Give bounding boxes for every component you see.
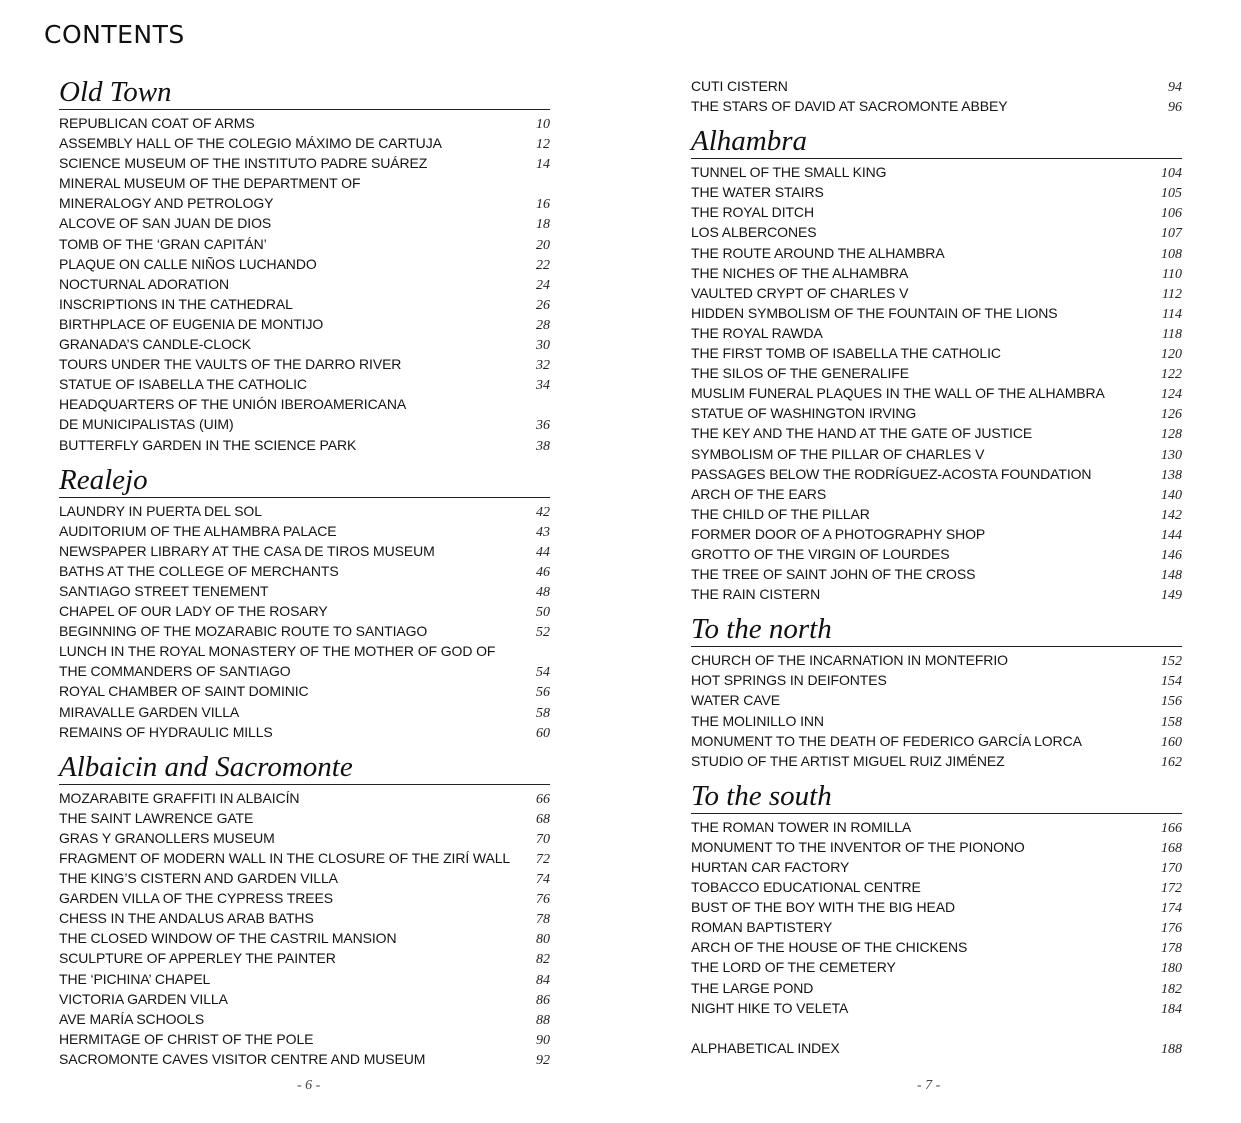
- entry-title: THE ROYAL DITCH: [691, 204, 814, 221]
- entry-title: TUNNEL OF THE SMALL KING: [691, 164, 887, 181]
- entry-title: GRANADA’S CANDLE-CLOCK: [59, 336, 252, 353]
- entry-page-number: 50: [536, 605, 550, 621]
- entry-title: THE TREE OF SAINT JOHN OF THE CROSS: [691, 566, 976, 583]
- entry-page-number: 172: [1161, 881, 1182, 897]
- entry-page-number: 42: [536, 504, 550, 520]
- entry-page-number: 92: [536, 1052, 550, 1068]
- entry-page-number: 84: [536, 972, 550, 988]
- toc-entry[interactable]: [59, 722, 550, 742]
- section-heading: Old Town: [59, 76, 550, 110]
- entry-title: DE MUNICIPALISTAS (UIM): [59, 416, 234, 433]
- right-page: [691, 76, 1182, 1058]
- entry-page-number: 46: [536, 564, 550, 580]
- entry-title: THE LORD OF THE CEMETERY: [691, 959, 896, 976]
- toc-entry[interactable]: [691, 283, 1182, 303]
- entry-page-number: 105: [1161, 186, 1182, 202]
- entry-page-number: 52: [536, 625, 550, 641]
- entry-page-number: 124: [1161, 387, 1182, 403]
- entry-title: CUTI CISTERN: [691, 78, 788, 94]
- entry-page-number: 140: [1161, 487, 1182, 503]
- toc-entry[interactable]: [59, 868, 550, 888]
- entry-title: TOMB OF THE ‘GRAN CAPITÁN’: [59, 235, 267, 252]
- entry-title: THE ‘PICHINA’ CHAPEL: [59, 970, 211, 987]
- section-spacer: [691, 771, 1182, 780]
- toc-entry[interactable]: [59, 294, 550, 314]
- entry-title: REMAINS OF HYDRAULIC MILLS: [59, 723, 273, 740]
- entry-title: SCULPTURE OF APPERLEY THE PAINTER: [59, 950, 336, 967]
- entry-page-number: 72: [536, 852, 550, 867]
- entry-title: AVE MARÍA SCHOOLS: [59, 1010, 205, 1027]
- entry-page-number: 156: [1161, 694, 1182, 710]
- entry-page-number: 144: [1161, 527, 1182, 543]
- entry-title: THE FIRST TOMB OF ISABELLA THE CATHOLIC: [691, 345, 1001, 362]
- entry-title: GRAS Y GRANOLLERS MUSEUM: [59, 829, 275, 846]
- toc-entry[interactable]: [59, 435, 550, 455]
- entry-title: CHESS IN THE ANDALUS ARAB BATHS: [59, 910, 314, 927]
- entry-title: SACROMONTE CAVES VISITOR CENTRE AND MUSEUM: [59, 1050, 426, 1067]
- toc-entry[interactable]: [691, 504, 1182, 524]
- entry-title: ALPHABETICAL INDEX: [691, 1039, 840, 1056]
- entry-page-number: 162: [1161, 754, 1182, 770]
- entry-title: STUDIO OF THE ARTIST MIGUEL RUIZ JIMÉNEZ: [691, 752, 1005, 769]
- entry-title: NOCTURNAL ADORATION: [59, 275, 230, 292]
- toc-entry[interactable]: [59, 334, 550, 354]
- entry-title: ARCH OF THE EARS: [691, 485, 827, 502]
- toc-entry[interactable]: [59, 1049, 550, 1069]
- entry-page-number: 28: [536, 317, 550, 333]
- entry-page-number: 60: [536, 725, 550, 741]
- toc-entry[interactable]: [59, 374, 550, 394]
- toc-entry[interactable]: [59, 601, 550, 621]
- entry-page-number: 80: [536, 932, 550, 948]
- entry-page-number: 176: [1161, 921, 1182, 937]
- entry-title: NEWSPAPER LIBRARY AT THE CASA DE TIROS MUSEUM: [59, 542, 435, 559]
- toc-entry[interactable]: [691, 998, 1182, 1018]
- entry-title: MONUMENT TO THE INVENTOR OF THE PIONONO: [691, 838, 1025, 855]
- entry-page-number: 106: [1161, 206, 1182, 222]
- toc-entry[interactable]: [59, 989, 550, 1009]
- toc-entry[interactable]: [691, 544, 1182, 564]
- entry-title: GROTTO OF THE VIRGIN OF LOURDES: [691, 545, 950, 562]
- section-spacer: [691, 116, 1182, 125]
- toc-entry[interactable]: [691, 403, 1182, 423]
- entry-title: HURTAN CAR FACTORY: [691, 859, 850, 875]
- toc-entry[interactable]: [691, 383, 1182, 403]
- entry-page-number: 78: [536, 912, 550, 928]
- entry-title: THE SILOS OF THE GENERALIFE: [691, 365, 909, 382]
- left-page: [59, 76, 550, 1069]
- entry-page-number: 154: [1161, 674, 1182, 690]
- entry-title: WATER CAVE: [691, 692, 780, 709]
- toc-entry[interactable]: [59, 788, 550, 808]
- toc-entry[interactable]: [59, 888, 550, 908]
- toc-entry[interactable]: [59, 414, 550, 434]
- entry-title: THE COMMANDERS OF SANTIAGO: [59, 663, 291, 680]
- entry-title: REPUBLICAN COAT OF ARMS: [59, 115, 255, 131]
- toc-entry[interactable]: [691, 897, 1182, 917]
- entry-title: BATHS AT THE COLLEGE OF MERCHANTS: [59, 562, 339, 579]
- toc-entry[interactable]: [691, 464, 1182, 484]
- entry-page-number: 88: [536, 1012, 550, 1028]
- entry-title: VICTORIA GARDEN VILLA: [59, 990, 228, 1007]
- toc-entry[interactable]: [691, 670, 1182, 690]
- entry-page-number: 58: [536, 705, 550, 721]
- toc-entry[interactable]: [691, 343, 1182, 363]
- entry-page-number: 70: [536, 831, 550, 847]
- entry-page-number: 182: [1161, 981, 1182, 997]
- entry-page-number: 14: [536, 157, 550, 173]
- entry-title: THE NICHES OF THE ALHAMBRA: [691, 264, 909, 281]
- entry-page-number: 142: [1161, 507, 1182, 523]
- entry-title: STATUE OF ISABELLA THE CATHOLIC: [59, 376, 307, 393]
- toc-entry[interactable]: [691, 243, 1182, 263]
- entry-title: HOT SPRINGS IN DEIFONTES: [691, 672, 887, 689]
- toc-entry[interactable]: [691, 363, 1182, 383]
- entry-title: TOURS UNDER THE VAULTS OF THE DARRO RIVER: [59, 356, 402, 373]
- entry-title: LAUNDRY IN PUERTA DEL SOL: [59, 502, 262, 519]
- entry-title: SCIENCE MUSEUM OF THE INSTITUTO PADRE SUÁREZ: [59, 155, 428, 172]
- entry-page-number: 178: [1161, 941, 1182, 957]
- toc-entry[interactable]: [691, 957, 1182, 977]
- entry-page-number: 188: [1161, 1041, 1182, 1057]
- toc-entry[interactable]: [691, 202, 1182, 222]
- entry-page-number: 94: [1168, 80, 1182, 95]
- entry-page-number: 149: [1161, 588, 1182, 604]
- section-heading: To the south: [691, 780, 1182, 814]
- entry-title: ASSEMBLY HALL OF THE COLEGIO MÁXIMO DE CARTUJA: [59, 135, 442, 152]
- toc-entry[interactable]: [691, 877, 1182, 897]
- page-number-left: - 6 -: [297, 1078, 321, 1093]
- toc-entry[interactable]: [691, 690, 1182, 710]
- toc-entry[interactable]: [691, 731, 1182, 751]
- entry-page-number: 128: [1161, 427, 1182, 443]
- entry-title: NIGHT HIKE TO VELETA: [691, 999, 849, 1016]
- toc-entry[interactable]: [691, 650, 1182, 670]
- entry-page-number: 34: [536, 378, 550, 394]
- toc-entry[interactable]: [691, 96, 1182, 116]
- toc-entry[interactable]: [59, 641, 550, 661]
- entry-title: MUSLIM FUNERAL PLAQUES IN THE WALL OF THE ALHAMBRA: [691, 385, 1105, 402]
- entry-title: HEADQUARTERS OF THE UNIÓN IBEROAMERICANA: [59, 396, 407, 413]
- entry-page-number: 10: [536, 117, 550, 132]
- entry-page-number: 66: [536, 791, 550, 807]
- toc-entry[interactable]: [59, 621, 550, 641]
- entry-title: AUDITORIUM OF THE ALHAMBRA PALACE: [59, 522, 337, 539]
- entry-page-number: 90: [536, 1032, 550, 1048]
- toc-entry[interactable]: [59, 681, 550, 701]
- entry-page-number: 126: [1161, 407, 1182, 423]
- toc-entry[interactable]: [59, 828, 550, 848]
- entry-title: MINERAL MUSEUM OF THE DEPARTMENT OF: [59, 175, 361, 192]
- entry-title: CHAPEL OF OUR LADY OF THE ROSARY: [59, 603, 328, 620]
- toc-entry[interactable]: [59, 234, 550, 254]
- toc-entry[interactable]: [691, 837, 1182, 857]
- toc-entry[interactable]: [691, 937, 1182, 957]
- entry-page-number: 104: [1161, 166, 1182, 182]
- toc-entry[interactable]: [691, 978, 1182, 998]
- entry-page-number: 82: [536, 952, 550, 968]
- toc-entry[interactable]: [691, 524, 1182, 544]
- entry-title: THE MOLINILLO INN: [691, 712, 824, 729]
- toc-entry[interactable]: [59, 948, 550, 968]
- entry-page-number: 18: [536, 217, 550, 233]
- entry-page-number: 96: [1168, 100, 1182, 116]
- entry-page-number: 114: [1162, 306, 1182, 322]
- entry-page-number: 22: [536, 257, 550, 273]
- entry-title: BIRTHPLACE OF EUGENIA DE MONTIJO: [59, 315, 324, 332]
- section-spacer: [59, 742, 550, 751]
- toc-entry[interactable]: [691, 857, 1182, 877]
- toc-entry[interactable]: [691, 751, 1182, 771]
- toc-entry[interactable]: [691, 711, 1182, 731]
- toc-entry[interactable]: [691, 323, 1182, 343]
- entry-title: SANTIAGO STREET TENEMENT: [59, 582, 269, 599]
- section-heading: Albaicin and Sacromonte: [59, 751, 550, 785]
- entry-title: THE KING’S CISTERN AND GARDEN VILLA: [59, 870, 338, 887]
- entry-title: MONUMENT TO THE DEATH OF FEDERICO GARCÍA LORCA: [691, 732, 1082, 749]
- entry-page-number: 12: [536, 137, 550, 153]
- toc-entry[interactable]: [691, 263, 1182, 283]
- entry-title: BEGINNING OF THE MOZARABIC ROUTE TO SANTIAGO: [59, 623, 428, 640]
- toc-entry[interactable]: [59, 193, 550, 213]
- toc-entry[interactable]: [59, 314, 550, 334]
- toc-entry[interactable]: [59, 173, 550, 193]
- entry-page-number: 122: [1161, 367, 1182, 383]
- entry-page-number: 160: [1161, 734, 1182, 750]
- toc-entry[interactable]: [691, 303, 1182, 323]
- entry-page-number: 44: [536, 544, 550, 560]
- toc-entry[interactable]: [691, 564, 1182, 584]
- entry-title: BUTTERFLY GARDEN IN THE SCIENCE PARK: [59, 436, 357, 453]
- entry-page-number: 158: [1161, 714, 1182, 730]
- entry-title: THE STARS OF DAVID AT SACROMONTE ABBEY: [691, 98, 1008, 115]
- toc-entry[interactable]: [59, 213, 550, 233]
- entry-title: THE ROYAL RAWDA: [691, 324, 823, 341]
- entry-page-number: 54: [536, 665, 550, 681]
- toc-entry[interactable]: [691, 222, 1182, 242]
- entry-title: STATUE OF WASHINGTON IRVING: [691, 405, 917, 422]
- toc-entry[interactable]: [59, 254, 550, 274]
- entry-page-number: 152: [1161, 654, 1182, 670]
- toc-entry[interactable]: [59, 394, 550, 414]
- entry-page-number: 20: [536, 237, 550, 253]
- toc-entry[interactable]: [59, 661, 550, 681]
- section-spacer: [691, 604, 1182, 613]
- entry-title: MIRAVALLE GARDEN VILLA: [59, 703, 240, 720]
- toc-entry[interactable]: [59, 501, 550, 521]
- section-spacer: [59, 455, 550, 464]
- toc-entry[interactable]: [59, 808, 550, 828]
- toc-entry[interactable]: [59, 541, 550, 561]
- entry-title: LUNCH IN THE ROYAL MONASTERY OF THE MOTHER OF GOD OF: [59, 643, 496, 660]
- entry-page-number: 32: [536, 358, 550, 374]
- entry-title: HERMITAGE OF CHRIST OF THE POLE: [59, 1030, 314, 1047]
- toc-entry[interactable]: [691, 76, 1182, 96]
- toc-entry[interactable]: [59, 848, 550, 868]
- entry-page-number: 148: [1161, 568, 1182, 584]
- entry-page-number: 76: [536, 892, 550, 908]
- toc-entry[interactable]: [59, 581, 550, 601]
- entry-title: THE SAINT LAWRENCE GATE: [59, 809, 254, 826]
- toc-entry[interactable]: [691, 182, 1182, 202]
- toc-entry[interactable]: [691, 484, 1182, 504]
- entry-page-number: 146: [1161, 547, 1182, 563]
- section-heading: Realejo: [59, 464, 550, 498]
- contents-title: CONTENTS: [44, 20, 185, 49]
- entry-page-number: 166: [1161, 820, 1182, 836]
- entry-page-number: 38: [536, 438, 550, 454]
- entry-title: SYMBOLISM OF THE PILLAR OF CHARLES V: [691, 445, 985, 462]
- entry-title: ARCH OF THE HOUSE OF THE CHICKENS: [691, 939, 968, 956]
- entry-page-number: 184: [1161, 1001, 1182, 1017]
- entry-page-number: 138: [1161, 467, 1182, 483]
- toc-entry[interactable]: [59, 133, 550, 153]
- entry-page-number: 36: [536, 418, 550, 434]
- entry-page-number: 108: [1161, 246, 1182, 262]
- entry-page-number: 107: [1161, 226, 1182, 242]
- entry-title: THE CHILD OF THE PILLAR: [691, 505, 870, 522]
- toc-entry[interactable]: [59, 702, 550, 722]
- entry-page-number: 130: [1161, 447, 1182, 463]
- entry-title: PLAQUE ON CALLE NIÑOS LUCHANDO: [59, 255, 317, 272]
- entry-title: GARDEN VILLA OF THE CYPRESS TREES: [59, 890, 333, 907]
- entry-title: FORMER DOOR OF A PHOTOGRAPHY SHOP: [691, 525, 986, 542]
- entry-title: THE RAIN CISTERN: [691, 586, 821, 603]
- entry-title: THE WATER STAIRS: [691, 184, 824, 201]
- entry-title: HIDDEN SYMBOLISM OF THE FOUNTAIN OF THE LIONS: [691, 304, 1058, 321]
- entry-title: THE KEY AND THE HAND AT THE GATE OF JUSTICE: [691, 425, 1033, 442]
- toc-entry[interactable]: [59, 113, 550, 133]
- entry-title: THE ROUTE AROUND THE ALHAMBRA: [691, 244, 945, 261]
- entry-page-number: 74: [536, 872, 550, 888]
- toc-entry[interactable]: [59, 969, 550, 989]
- entry-title: CHURCH OF THE INCARNATION IN MONTEFRIO: [691, 652, 1008, 669]
- entry-page-number: 174: [1161, 901, 1182, 917]
- page-number-right: - 7 -: [917, 1078, 941, 1093]
- toc-entry[interactable]: [59, 908, 550, 928]
- entry-page-number: 110: [1162, 266, 1182, 282]
- toc-entry[interactable]: [59, 561, 550, 581]
- entry-page-number: 68: [536, 811, 550, 827]
- entry-title: ALCOVE OF SAN JUAN DE DIOS: [59, 215, 272, 232]
- toc-entry[interactable]: [691, 917, 1182, 937]
- toc-entry[interactable]: [59, 153, 550, 173]
- entry-page-number: 118: [1162, 326, 1182, 342]
- entry-page-number: 86: [536, 992, 550, 1008]
- entry-title: MINERALOGY AND PETROLOGY: [59, 195, 274, 212]
- entry-title: VAULTED CRYPT OF CHARLES V: [691, 284, 909, 301]
- toc-entry[interactable]: [59, 521, 550, 541]
- entry-page-number: 112: [1162, 286, 1182, 302]
- toc-entry[interactable]: [59, 354, 550, 374]
- entry-page-number: 24: [536, 277, 550, 293]
- toc-entry[interactable]: [59, 928, 550, 948]
- entry-title: TOBACCO EDUCATIONAL CENTRE: [691, 879, 921, 896]
- section-heading: Alhambra: [691, 125, 1182, 159]
- toc-entry[interactable]: [59, 1009, 550, 1029]
- entry-page-number: 26: [536, 297, 550, 313]
- toc-entry[interactable]: [691, 423, 1182, 443]
- toc-entry[interactable]: [691, 162, 1182, 182]
- index-spacer: [691, 1018, 1182, 1038]
- entry-title: ROMAN BAPTISTERY: [691, 919, 833, 936]
- toc-entry[interactable]: [691, 817, 1182, 837]
- entry-title: MOZARABITE GRAFFITI IN ALBAICÍN: [59, 789, 300, 806]
- toc-entry[interactable]: [59, 274, 550, 294]
- entry-page-number: 168: [1161, 840, 1182, 856]
- toc-entry[interactable]: [691, 444, 1182, 464]
- entry-page-number: 30: [536, 338, 550, 354]
- entry-page-number: 16: [536, 197, 550, 213]
- entry-title: THE LARGE POND: [691, 979, 814, 996]
- entry-title: THE ROMAN TOWER IN ROMILLA: [691, 818, 912, 835]
- alphabetical-index-entry[interactable]: [691, 1038, 1182, 1058]
- entry-page-number: 180: [1161, 961, 1182, 977]
- entry-title: INSCRIPTIONS IN THE CATHEDRAL: [59, 295, 293, 312]
- toc-entry[interactable]: [59, 1029, 550, 1049]
- entry-title: LOS ALBERCONES: [691, 224, 817, 241]
- entry-page-number: 43: [536, 524, 550, 540]
- entry-page-number: 170: [1161, 861, 1182, 876]
- entry-title: THE CLOSED WINDOW OF THE CASTRIL MANSION: [59, 930, 397, 947]
- entry-page-number: 120: [1161, 347, 1182, 363]
- entry-title: BUST OF THE BOY WITH THE BIG HEAD: [691, 899, 956, 916]
- entry-title: FRAGMENT OF MODERN WALL IN THE CLOSURE OF THE ZIRÍ WALL: [59, 850, 511, 866]
- toc-entry[interactable]: [691, 584, 1182, 604]
- entry-title: ROYAL CHAMBER OF SAINT DOMINIC: [59, 683, 309, 700]
- entry-page-number: 48: [536, 584, 550, 600]
- section-heading: To the north: [691, 613, 1182, 647]
- entry-page-number: 56: [536, 685, 550, 701]
- entry-title: PASSAGES BELOW THE RODRÍGUEZ-ACOSTA FOUNDATION: [691, 465, 1092, 482]
